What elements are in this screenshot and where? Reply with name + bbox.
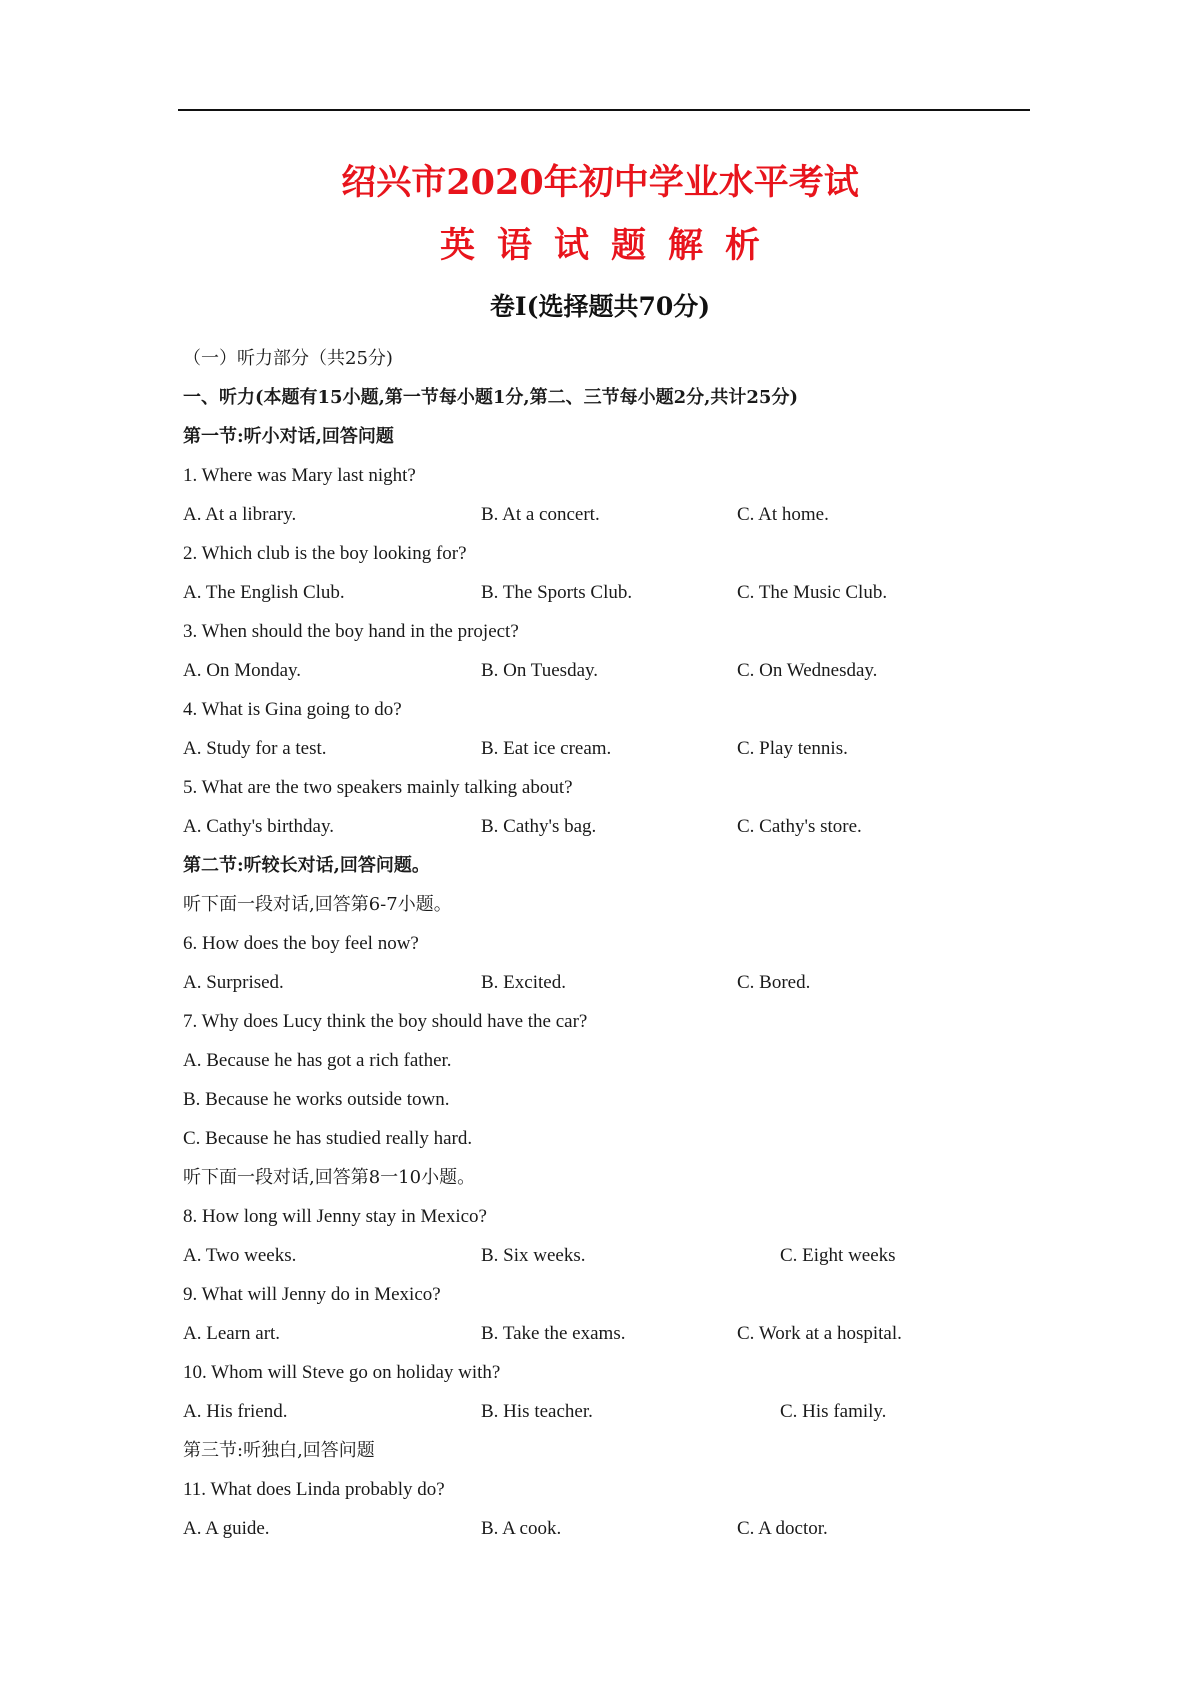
option-a: A. The English Club. [183, 582, 345, 603]
options-8 [183, 1236, 1043, 1275]
options-3 [183, 651, 1043, 690]
exam-content [183, 339, 1043, 1548]
options-1 [183, 495, 1043, 534]
option-a: A. Learn art. [183, 1323, 281, 1344]
question-5: 5. What are the two speakers mainly talking about? [183, 777, 573, 798]
question-1: 1. Where was Mary last night? [183, 465, 416, 486]
option-b: B. The Sports Club. [481, 582, 633, 603]
section1-heading: 第一节:听小对话,回答问题 [183, 426, 394, 447]
option-c: C. The Music Club. [737, 582, 888, 603]
option-c: C. Play tennis. [737, 738, 848, 759]
option-b: B. Excited. [481, 972, 566, 993]
question-11: 11. What does Linda probably do? [183, 1479, 445, 1500]
section2-heading: 第二节:听较长对话,回答问题。 [183, 855, 430, 876]
option-c: C. Eight weeks [780, 1245, 896, 1266]
question-2: 2. Which club is the boy looking for? [183, 543, 467, 564]
section3-heading: 第三节:听独白,回答问题 [183, 1440, 375, 1461]
question-4: 4. What is Gina going to do? [183, 699, 402, 720]
option-c: C. Bored. [737, 972, 811, 993]
option-b: B. His teacher. [481, 1401, 593, 1422]
option-b: B. At a concert. [481, 504, 600, 525]
option-a: A. Surprised. [183, 972, 284, 993]
part-instruction: 一、听力(本题有15小题,第一节每小题1分,第二、三节每小题2分,共计25分) [183, 387, 798, 408]
question-10: 10. Whom will Steve go on holiday with? [183, 1362, 501, 1383]
options-9 [183, 1314, 1043, 1353]
option-b: B. Six weeks. [481, 1245, 586, 1266]
options-4 [183, 729, 1043, 768]
option-b: B. Cathy's bag. [481, 816, 597, 837]
option-a: A. Study for a test. [183, 738, 327, 759]
volume-heading: 卷I(选择题共70分) [489, 292, 711, 321]
options-5 [183, 807, 1043, 846]
options-11 [183, 1509, 1043, 1548]
group2-intro: 听下面一段对话,回答第8一10小题。 [183, 1167, 476, 1188]
option-7a: A. Because he has got a rich father. [183, 1050, 452, 1071]
header-rule [178, 109, 1030, 111]
option-c: C. A doctor. [737, 1518, 828, 1539]
question-6: 6. How does the boy feel now? [183, 933, 419, 954]
option-b: B. Eat ice cream. [481, 738, 612, 759]
option-c: C. At home. [737, 504, 829, 525]
question-8: 8. How long will Jenny stay in Mexico? [183, 1206, 487, 1227]
exam-title: 绍兴市2020年初中学业水平考试 [341, 162, 859, 203]
options-2 [183, 573, 1043, 612]
exam-subtitle: 英语试题解析 [439, 225, 782, 266]
option-7b: B. Because he works outside town. [183, 1089, 450, 1110]
option-a: A. His friend. [183, 1401, 288, 1422]
option-b: B. Take the exams. [481, 1323, 626, 1344]
option-c: C. On Wednesday. [737, 660, 878, 681]
question-9: 9. What will Jenny do in Mexico? [183, 1284, 441, 1305]
option-a: A. Two weeks. [183, 1245, 297, 1266]
group1-intro: 听下面一段对话,回答第6-7小题。 [183, 894, 452, 915]
options-10 [183, 1392, 1043, 1431]
option-b: B. On Tuesday. [481, 660, 599, 681]
options-6 [183, 963, 1043, 1002]
option-c: C. Cathy's store. [737, 816, 862, 837]
option-a: A. At a library. [183, 504, 297, 525]
option-7c: C. Because he has studied really hard. [183, 1128, 473, 1149]
part-title: （一）听力部分（共25分) [183, 348, 393, 369]
question-7: 7. Why does Lucy think the boy should have the car? [183, 1011, 588, 1032]
option-a: A. A guide. [183, 1518, 270, 1539]
option-c: C. Work at a hospital. [737, 1323, 902, 1344]
option-b: B. A cook. [481, 1518, 562, 1539]
question-3: 3. When should the boy hand in the project? [183, 621, 519, 642]
option-c: C. His family. [780, 1401, 887, 1422]
option-a: A. On Monday. [183, 660, 302, 681]
option-a: A. Cathy's birthday. [183, 816, 335, 837]
